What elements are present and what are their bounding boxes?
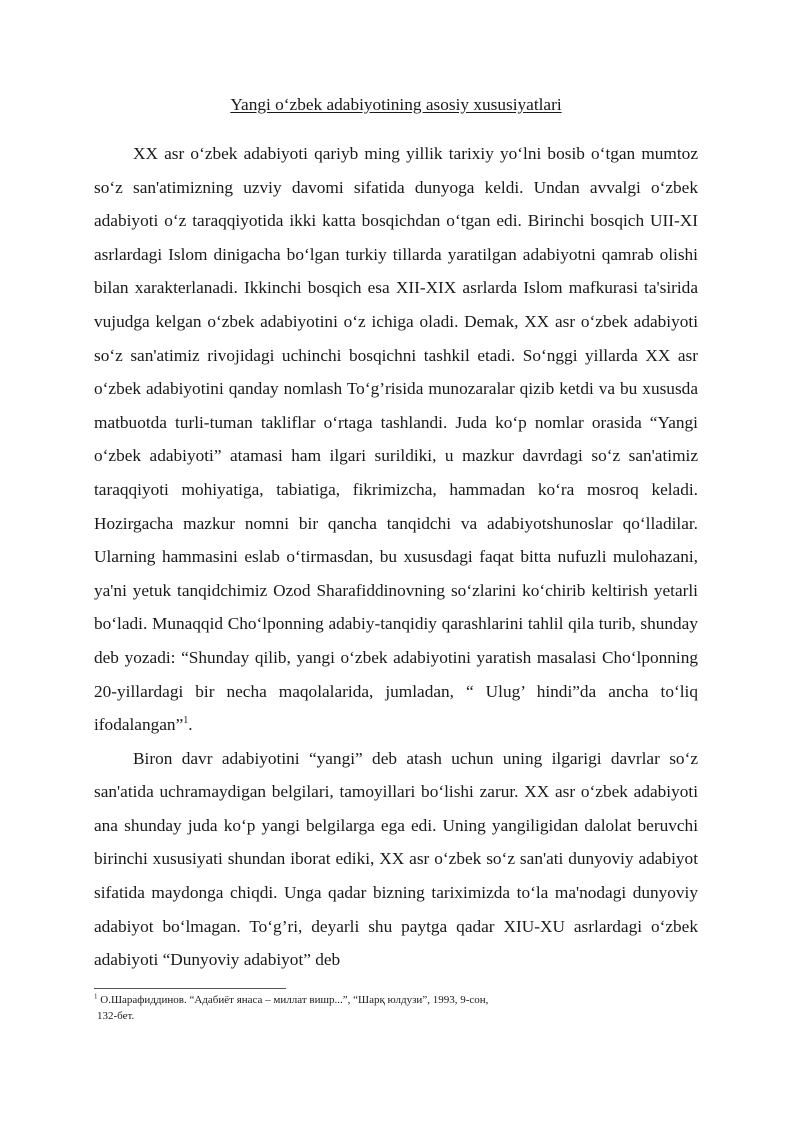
paragraph-1-text: XX asr o‘zbek adabiyoti qariyb ming yillik tarixiy yo‘lni bosib o‘tgan mumtoz so‘z san'atimizning uzviy davomi sifatida dunyoga keldi. Undan avvalgi o‘zbek adabiyoti o‘z taraqqiyotida ikki katta bosqichdan o‘tgan edi. Birinchi bosqich UII-XI asrlardagi Islom dinigacha bo‘lgan turkiy tillarda yaratilgan adabiyotni qamrab olishi bilan xarakterlanadi. Ikkinchi bosqich esa XII-XIX asrlarda Islom mafkurasi ta'sirida vujudga kelgan o‘zbek adabiyotini o‘z ichiga oladi. Demak, XX asr o‘zbek adabiyoti so‘z san'atimiz rivojidagi uchinchi bosqichni tashkil etadi. So‘nggi yillarda XX asr o‘zbek adabiyotini qanday nomlash To‘g’risida munozaralar qizib ketdi va bu xususda matbuotda turli-tuman takliflar o‘rtaga tashlandi. Juda ko‘p nomlar orasida “Yangi o‘zbek adabiyoti” atamasi ham ilgari surildiki, u mazkur davrdagi so‘z san'atimiz taraqqiyoti mohiyatiga, tabiatiga, fikrimizcha, hammadan ko‘ra mosroq keladi. Hozirgacha mazkur nomni bir qancha tanqidchi va adabiyotshunoslar qo‘lladilar. Ularning hammasini eslab o‘tirmasdan, bu xususdagi faqat bitta nufuzli mulohazani, ya'ni yetuk tanqidchimiz Ozod Sharafiddinovning so‘zlarini ko‘chirib keltirish yetarli bo‘ladi. Munaqqid Cho‘lponning adabiy-tanqidiy qarashlarini tahlil qila turib, shunday deb yozadi: “Shunday qilib, yangi o‘zbek adabiyotini yaratish masalasi Cho‘lponning 20-yillardagi bir necha maqolalarida, jumladan, “ Ulug’ hindi”da ancha to‘liq ifodalangan” [94, 144, 698, 735]
paragraph-1 [94, 137, 698, 742]
document-page [94, 93, 698, 977]
footnote-marker: 1 [94, 992, 98, 1001]
footnote-separator [94, 988, 286, 989]
footnote-reference[interactable]: 1 [183, 715, 189, 727]
paragraph-1-end: . [188, 715, 193, 735]
footnote-text-line1: О.Шарафиддинов. “Адабиёт янаса – миллат вишр...”, “Шарқ юлдузи”, 1993, 9-сон, [100, 994, 489, 1006]
footnote-text-line2: 132-бет. [97, 1010, 135, 1022]
document-title: Yangi o‘zbek adabiyotining asosiy xususiyatlari [230, 95, 562, 114]
paragraph-2: Biron davr adabiyotini “yangi” deb atash uchun uning ilgarigi davrlar so‘z san'atida uchramaydigan belgilari, tamoyillari bo‘lishi zarur. XX asr o‘zbek adabiyoti ana shunday juda ko‘p yangi belgilarga ega edi. Uning yangiligidan dalolat beruvchi birinchi xususiyati shundan iborat ediki, XX asr o‘zbek so‘z san'ati dunyoviy adabiyot sifatida maydonga chiqdi. Unga qadar bizning tariximizda to‘la ma'nodagi dunyoviy adabiyot bo‘lmagan. To‘g’ri, deyarli shu paytga qadar XIU-XU asrlardagi o‘zbek adabiyoti “Dunyoviy adabiyot” deb [94, 748, 698, 970]
footnote [94, 992, 698, 1024]
